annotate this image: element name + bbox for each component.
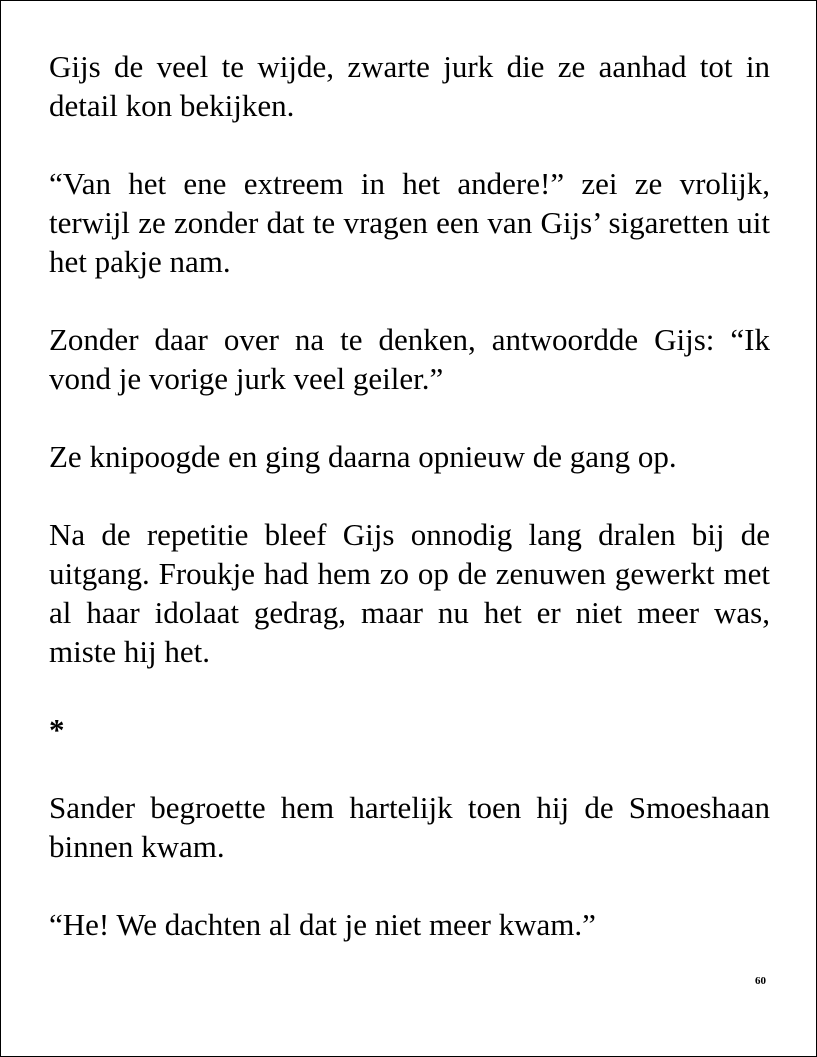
page-body xyxy=(49,47,770,983)
paragraph-2: “Van het ene extreem in het andere!” zei ze vrolijk, terwijl ze zonder dat te vragen een van Gijs’ sigaretten uit het pakje nam. xyxy=(49,166,770,279)
page-number: 60 xyxy=(755,975,766,987)
scene-separator: * xyxy=(49,712,65,747)
paragraph-1: Gijs de veel te wijde, zwarte jurk die ze aanhad tot in detail kon bekijken. xyxy=(49,49,770,123)
paragraph-3: Zonder daar over na te denken, antwoordde Gijs: “Ik vond je vorige jurk veel geiler.” xyxy=(49,322,770,396)
paragraph-4: Ze knipoogde en ging daarna opnieuw de gang op. xyxy=(49,439,677,474)
paragraph-5: Na de repetitie bleef Gijs onnodig lang dralen bij de uitgang. Froukje had hem zo op de zenuwen gewerkt met al haar idolaat gedrag, maar nu het er niet meer was, miste hij het. xyxy=(49,517,770,669)
paragraph-6: Sander begroette hem hartelijk toen hij de Smoeshaan binnen kwam. xyxy=(49,790,770,864)
paragraph-7: “He! We dachten al dat je niet meer kwam.” xyxy=(49,907,596,942)
